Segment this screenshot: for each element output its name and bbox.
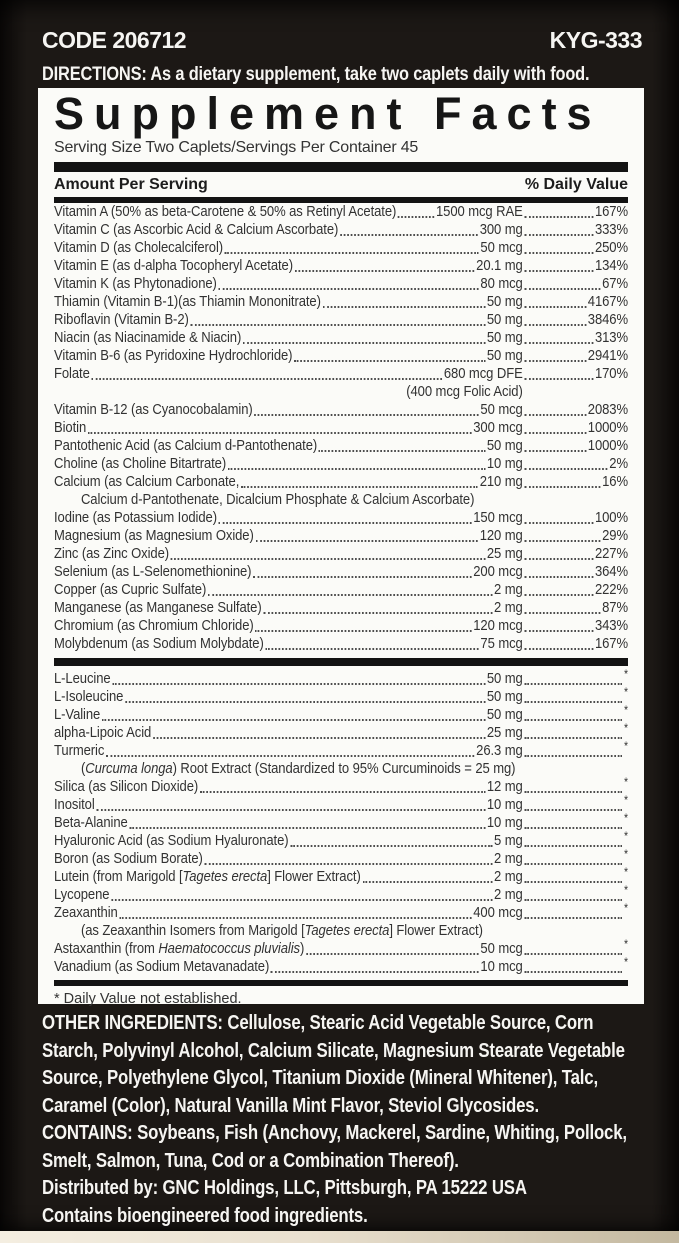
ingredient-dv: 250%: [594, 239, 628, 256]
ingredient-dv: 167%: [594, 635, 628, 652]
ingredient-dv: 1000%: [587, 437, 628, 454]
ingredient-row: [54, 545, 628, 563]
ingredient-name: Manganese (as Manganese Sulfate): [54, 599, 262, 616]
ingredient-amount: 26.3 mg: [476, 742, 523, 759]
ingredient-name: Magnesium (as Magnesium Oxide): [54, 527, 254, 544]
ingredient-amount: 5 mg: [494, 832, 523, 849]
ingredient-amount: 2 mg: [494, 886, 523, 903]
ingredient-row: [54, 509, 628, 527]
ingredient-row: [54, 847, 628, 868]
ingredient-name: Zinc (as Zinc Oxide): [54, 545, 170, 562]
ingredient-amount: 50 mg: [486, 706, 523, 723]
ingredient-amount: 10 mg: [486, 455, 523, 472]
ingredient-name: Vitamin K (as Phytonadione): [54, 275, 217, 292]
ingredient-name: alpha-Lipoic Acid: [54, 724, 152, 741]
product-code: CODE 206712: [42, 27, 187, 53]
ingredient-row: [54, 901, 628, 922]
ingredient-dv: 1000%: [587, 419, 628, 436]
ingredient-dv: *: [623, 703, 628, 717]
section-divider: [54, 658, 628, 666]
ingredient-row: [54, 883, 628, 904]
ingredient-dv: *: [623, 883, 628, 897]
ingredient-amount: 1500 mcg RAE: [435, 203, 523, 220]
ingredient-dv: 2%: [609, 455, 628, 472]
ingredient-dv: 313%: [594, 329, 628, 346]
ingredient-dv: *: [623, 793, 628, 807]
ingredient-row: [54, 829, 628, 850]
ingredient-amount: 150 mcg: [473, 509, 523, 526]
ingredient-row: [54, 793, 628, 814]
ingredient-name: Choline (as Choline Bitartrate): [54, 455, 227, 472]
ingredient-dv: 170%: [594, 365, 628, 382]
ingredient-amount: 2 mg: [494, 599, 523, 616]
ingredient-row: [54, 473, 628, 491]
ingredient-name: Hyaluronic Acid (as Sodium Hyaluronate): [54, 832, 289, 849]
amount-note: [54, 383, 628, 401]
ingredient-name: Vitamin B-6 (as Pyridoxine Hydrochloride): [54, 347, 293, 364]
ingredient-dv: *: [623, 847, 628, 861]
ingredient-row: [54, 293, 628, 311]
ingredient-name: Niacin (as Niacinamide & Niacin): [54, 329, 242, 346]
ingredient-amount: 300 mcg: [473, 419, 523, 436]
ingredient-row: [54, 455, 628, 473]
ingredient-name: Folate: [54, 365, 90, 382]
ingredient-name: Chromium (as Chromium Chloride): [54, 617, 254, 634]
ingredient-dv: 2083%: [587, 401, 628, 418]
ingredient-dv: *: [623, 667, 628, 681]
ingredient-row: [54, 563, 628, 581]
ingredient-row: [54, 721, 628, 742]
ingredient-amount: 25 mg: [486, 724, 523, 741]
ingredient-name: Vitamin D (as Cholecalciferol): [54, 239, 224, 256]
ingredient-amount: 10 mg: [486, 814, 523, 831]
ingredient-dv: 67%: [602, 275, 628, 292]
ingredient-dv: *: [623, 937, 628, 951]
ingredient-row: [54, 685, 628, 706]
ingredient-name: Vitamin A (50% as beta-Carotene & 50% as Retinyl Acetate): [54, 203, 397, 220]
bioengineered-text: Contains bioengineered food ingredients.: [42, 1204, 368, 1227]
ingredient-name: Vitamin C (as Ascorbic Acid & Calcium Ascorbate): [54, 221, 339, 238]
ingredient-row: [54, 239, 628, 257]
ingredient-dv: 3846%: [587, 311, 628, 328]
ingredient-amount: 50 mcg: [480, 239, 523, 256]
ingredient-amount: 400 mcg: [473, 904, 523, 921]
ingredient-continuation: [54, 491, 628, 509]
ingredient-dv: 333%: [594, 221, 628, 238]
ingredient-row: [54, 617, 628, 635]
ingredient-amount: 2 mg: [494, 850, 523, 867]
ingredient-amount: 50 mg: [486, 437, 523, 454]
ingredient-amount: 50 mg: [486, 347, 523, 364]
ingredient-dv: *: [623, 775, 628, 789]
ingredient-dv: *: [623, 829, 628, 843]
ingredient-amount: 80 mcg: [480, 275, 523, 292]
ingredient-row: [54, 257, 628, 275]
ingredient-dv: *: [623, 685, 628, 699]
ingredient-name: Beta-Alanine: [54, 814, 128, 831]
ingredient-row: [54, 329, 628, 347]
other-ingredients-text: OTHER INGREDIENTS: Cellulose, Stearic Acid Vegetable Source, Corn Starch, Polyvinyl Alcohol, Calcium Silicate, Magnesium Stearate Vegetable Source, Polyethylene Glycol, Titanium Dioxide (Mineral Whitener), Talc, Caramel (Color), Natural Vanilla Mint Flavor, Steviol Glycosides.: [42, 1012, 625, 1117]
column-headers: [54, 172, 628, 197]
ingredient-row: [54, 275, 628, 293]
ingredient-dv: *: [623, 811, 628, 825]
ingredient-row: [54, 703, 628, 724]
ingredient-name: Calcium (as Calcium Carbonate,: [54, 473, 240, 490]
ingredient-amount: 210 mg: [479, 473, 523, 490]
ingredient-continuation: [54, 922, 628, 940]
vitamins-minerals-section: [54, 203, 628, 653]
ingredient-dv: *: [623, 955, 628, 969]
ingredient-amount: 50 mg: [486, 311, 523, 328]
ingredient-row: [54, 527, 628, 545]
ingredient-continuation: [54, 760, 628, 778]
ingredient-dv: 222%: [594, 581, 628, 598]
background-strip: [0, 1231, 679, 1243]
thick-rule: [54, 162, 628, 172]
ingredient-amount: 200 mcg: [473, 563, 523, 580]
ingredient-amount: 50 mcg: [480, 401, 523, 418]
ingredient-amount: 50 mg: [486, 688, 523, 705]
ingredient-row: [54, 401, 628, 419]
ingredient-amount: 75 mcg: [480, 635, 523, 652]
ingredient-amount: 300 mg: [479, 221, 523, 238]
ingredient-amount: 25 mg: [486, 545, 523, 562]
ingredient-name: Boron (as Sodium Borate): [54, 850, 203, 867]
ingredient-name: Pantothenic Acid (as Calcium d-Pantothenate): [54, 437, 318, 454]
ingredient-amount: 2 mg: [494, 868, 523, 885]
ingredient-dv: 167%: [594, 203, 628, 220]
ingredient-dv: *: [623, 739, 628, 753]
ingredient-row: [54, 347, 628, 365]
ingredient-dv: 29%: [602, 527, 628, 544]
ingredient-amount: 10 mcg: [480, 958, 523, 975]
note-text: (400 mcg Folic Acid): [406, 383, 523, 400]
ingredient-name: Lycopene: [54, 886, 110, 903]
ingredient-amount: 10 mg: [486, 796, 523, 813]
ingredient-dv: *: [623, 865, 628, 879]
supplement-facts-panel: [38, 88, 644, 1007]
ingredient-row: [54, 865, 628, 886]
ingredient-name: Astaxanthin (from Haematococcus pluvialis): [54, 940, 305, 957]
ingredient-amount: 2 mg: [494, 581, 523, 598]
ingredient-row: [54, 599, 628, 617]
ingredient-amount: 120 mg: [479, 527, 523, 544]
sku-code: KYG-333: [549, 27, 642, 53]
ingredient-row: [54, 581, 628, 599]
ingredient-dv: 16%: [602, 473, 628, 490]
continuation-text: (Curcuma longa) Root Extract (Standardized to 95% Curcuminoids = 25 mg): [80, 760, 516, 777]
ingredient-row: [54, 667, 628, 688]
continuation-text: (as Zeaxanthin Isomers from Marigold [Tagetes erecta] Flower Extract): [80, 922, 483, 939]
label-footer: [42, 1010, 646, 1230]
ingredient-name: Thiamin (Vitamin B-1)(as Thiamin Mononitrate): [54, 293, 321, 310]
ingredient-amount: 50 mg: [486, 670, 523, 687]
ingredient-name: Copper (as Cupric Sulfate): [54, 581, 207, 598]
ingredient-name: L-Valine: [54, 706, 101, 723]
ingredient-dv: *: [623, 901, 628, 915]
ingredient-name: Vitamin B-12 (as Cyanocobalamin): [54, 401, 253, 418]
ingredient-name: Riboflavin (Vitamin B-2): [54, 311, 189, 328]
ingredient-amount: 12 mg: [486, 778, 523, 795]
ingredient-row: [54, 811, 628, 832]
supplement-facts-title: Supplement Facts: [54, 88, 602, 139]
ingredient-amount: 20.1 mg: [476, 257, 523, 274]
ingredient-dv: 364%: [594, 563, 628, 580]
ingredient-name: Iodine (as Potassium Iodide): [54, 509, 217, 526]
daily-value-header: % Daily Value: [524, 176, 628, 193]
ingredient-row: [54, 635, 628, 653]
dv-footnote: * Daily Value not established.: [54, 991, 242, 1007]
ingredient-name: Zeaxanthin: [54, 904, 118, 921]
ingredient-row: [54, 437, 628, 455]
ingredient-name: Selenium (as L-Selenomethionine): [54, 563, 252, 580]
ingredient-dv: *: [623, 721, 628, 735]
ingredient-dv: 343%: [594, 617, 628, 634]
ingredient-dv: 2941%: [587, 347, 628, 364]
contains-allergens-text: CONTAINS: Soybeans, Fish (Anchovy, Mackerel, Sardine, Whiting, Pollock, Smelt, Salmon, Tuna, Cod or a Combination Thereof).: [42, 1122, 627, 1172]
ingredient-row: [54, 221, 628, 239]
ingredient-dv: 87%: [602, 599, 628, 616]
ingredient-row: [54, 311, 628, 329]
ingredient-amount: 50 mcg: [480, 940, 523, 957]
ingredient-amount: 120 mcg: [473, 617, 523, 634]
continuation-text: Calcium d-Pantothenate, Dicalcium Phosphate & Calcium Ascorbate): [80, 491, 475, 508]
ingredient-name: Vanadium (as Sodium Metavanadate): [54, 958, 270, 975]
ingredient-row: [54, 203, 628, 221]
ingredient-amount: 50 mg: [486, 329, 523, 346]
ingredient-name: Turmeric: [54, 742, 105, 759]
ingredient-name: Inositol: [54, 796, 95, 813]
ingredient-name: Silica (as Silicon Dioxide): [54, 778, 199, 795]
label-header: [42, 27, 642, 86]
ingredient-name: Biotin: [54, 419, 87, 436]
ingredient-dv: 134%: [594, 257, 628, 274]
ingredient-row: [54, 955, 628, 976]
ingredient-name: Molybdenum (as Sodium Molybdate): [54, 635, 264, 652]
ingredient-amount: 50 mg: [486, 293, 523, 310]
ingredient-name: Vitamin E (as d-alpha Tocopheryl Acetate): [54, 257, 293, 274]
code-row: [42, 27, 642, 54]
botanicals-aminos-section: [54, 667, 628, 976]
ingredient-name: Lutein (from Marigold [Tagetes erecta] Flower Extract): [54, 868, 361, 885]
ingredient-dv: 227%: [594, 545, 628, 562]
ingredient-row: [54, 739, 628, 760]
serving-size-text: Serving Size Two Caplets/Servings Per Container 45: [54, 139, 419, 156]
ingredient-dv: 4167%: [587, 293, 628, 310]
ingredient-row: [54, 419, 628, 437]
directions-text: DIRECTIONS: As a dietary supplement, take two caplets daily with food.: [42, 63, 590, 85]
ingredient-row: [54, 775, 628, 796]
ingredient-dv: 100%: [594, 509, 628, 526]
ingredient-amount: 680 mcg DFE: [443, 365, 523, 382]
ingredient-name: L-Leucine: [54, 670, 111, 687]
ingredient-row: [54, 937, 628, 958]
ingredient-row: [54, 365, 628, 383]
distributor-text: Distributed by: GNC Holdings, LLC, Pittsburgh, PA 15222 USA: [42, 1177, 527, 1199]
ingredient-name: L-Isoleucine: [54, 688, 124, 705]
amount-per-serving-header: Amount Per Serving: [54, 176, 208, 193]
footnote-rule: [54, 980, 628, 986]
